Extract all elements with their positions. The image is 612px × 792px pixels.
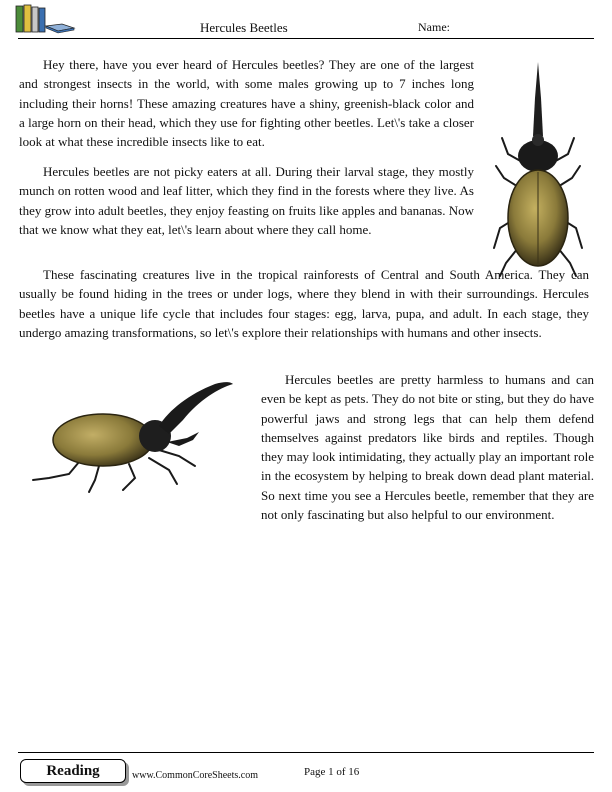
header-divider (18, 38, 594, 39)
hercules-beetle-side-image (19, 370, 255, 510)
paragraph-3: These fascinating creatures live in the tropical rainforests of Central and South America. They can usually be found hiding in the trees or under logs, where they blend in with their surroundings. Hercules beetles have a unique life cycle that includes four stages: egg, larva, pupa, and adult. In each stage, they undergo amazing transformations, so let\'s explore their relationships with humans and other insects. (19, 267, 589, 340)
worksheet-header (0, 0, 612, 42)
page-title: Hercules Beetles (200, 20, 288, 35)
paragraph-4-block (19, 370, 594, 524)
paragraph-4: Hercules beetles are pretty harmless to humans and can even be kept as pets. They do not bite or sting, but they do have powerful jaws and strong legs that can help them defend themselves against predators like birds and reptiles. Though they may look intimidating, they actually play an important role in the ecosystem by helping to break down dead plant material. So next time you see a Hercules beetle, remember that they are not only fascinating but also helpful to our environment. (261, 372, 594, 523)
reading-badge: Reading (20, 759, 126, 783)
name-label: Name: (418, 20, 450, 34)
paragraph-1: Hey there, have you ever heard of Hercules beetles? They are one of the largest and strongest insects in the world, with some males growing up to 7 inches long including their horns! These amazing creatures have a shiny, greenish-black color and a large horn on their head, which they use for fighting other beetles. Let\'s take a closer look at what these incredible insects like to eat. (19, 57, 474, 150)
books-icon (14, 4, 76, 34)
hercules-beetle-front-image (486, 58, 590, 280)
footer-divider (18, 752, 594, 753)
paragraph-2: Hercules beetles are not picky eaters at all. During their larval stage, they mostly munch on rotten wood and leaf litter, which they find in the forests where they live. As they grow into adult beetles, they enjoy feasting on fruits like apples and bananas. Now that we know what they eat, let\'s learn about where they call home. (19, 164, 474, 237)
page-number: Page 1 of 16 (304, 766, 360, 778)
site-url: www.CommonCoreSheets.com (132, 770, 259, 781)
